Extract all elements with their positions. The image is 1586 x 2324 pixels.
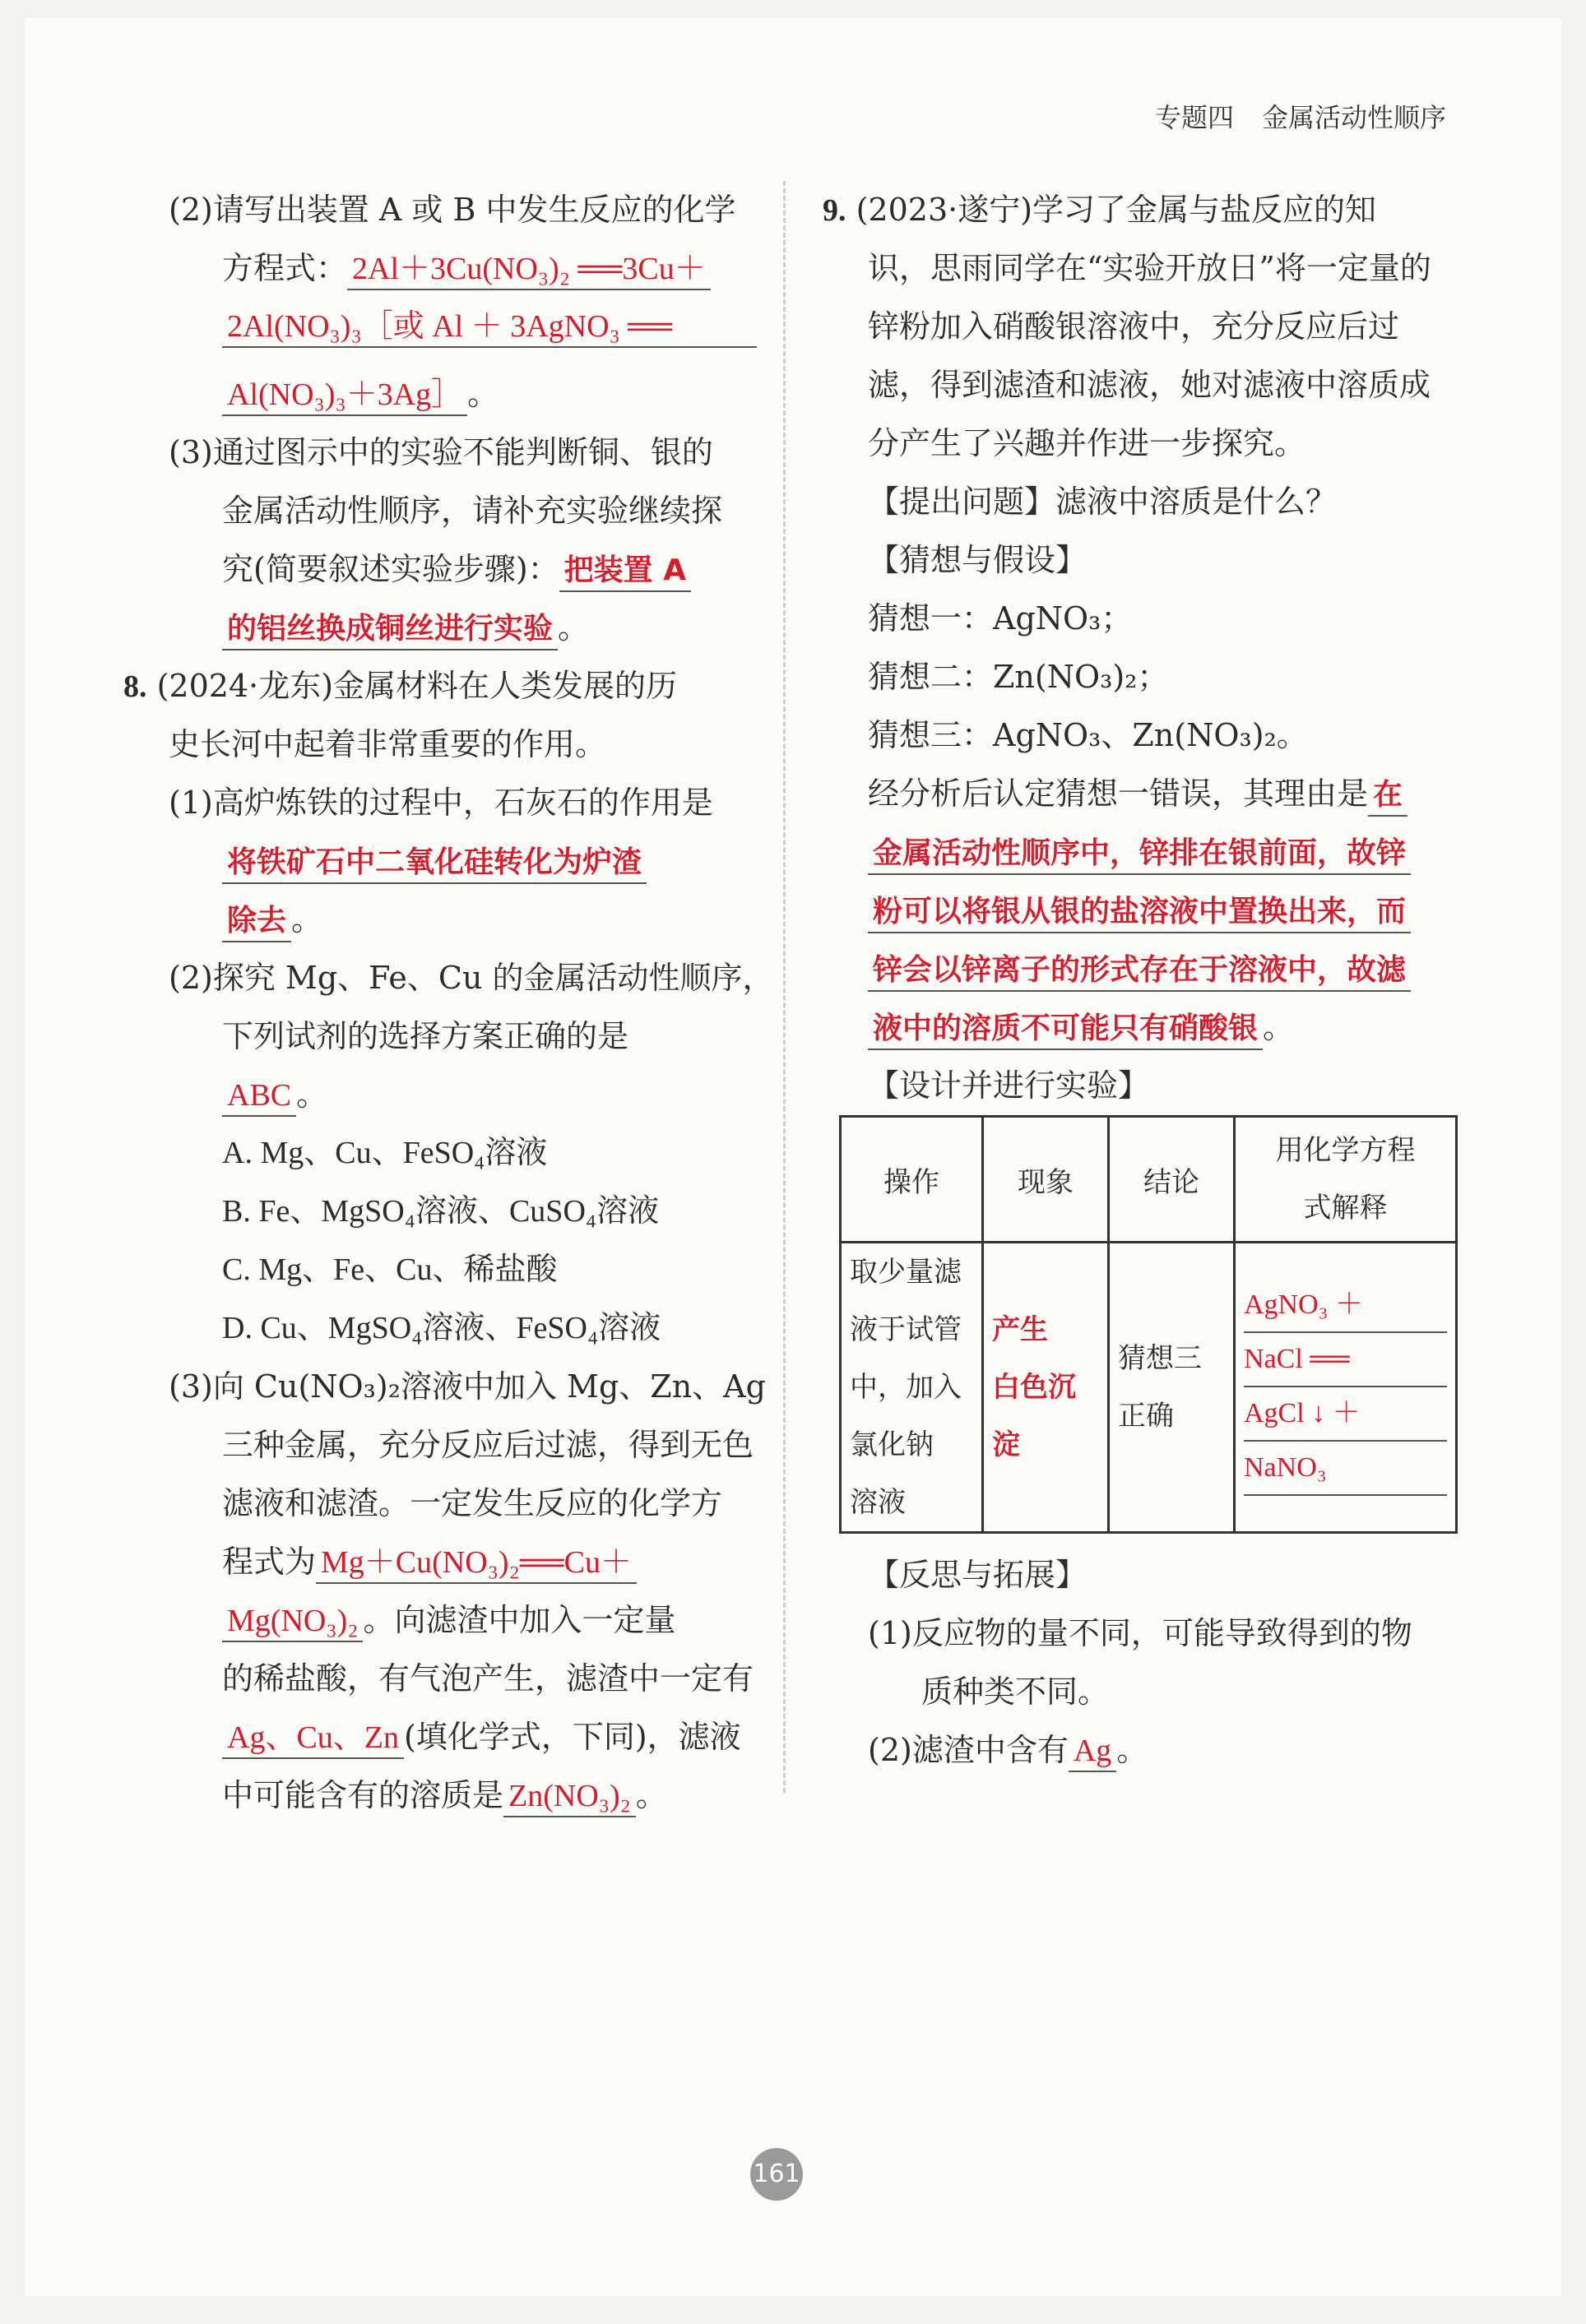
q8-3-text: (3)向 Cu(NO₃)₂溶液中加入 Mg、Zn、Ag <box>169 1368 766 1405</box>
q8-text: 8. (2024·龙东)金属材料在人类发展的历 <box>123 668 678 704</box>
q8-option-a: A. Mg、Cu、FeSO₄溶液 <box>222 1136 548 1170</box>
header-unit: 专题四 <box>1154 102 1234 133</box>
section-reflect: 【反思与拓展】 <box>868 1557 1087 1593</box>
hypothesis-2: 猜想二：Zn(NO₃)₂； <box>868 659 1169 695</box>
q8-1-answer-1: 将铁矿石中二氧化硅转化为炉渣 <box>222 843 647 884</box>
q9-number: 9. <box>823 193 846 228</box>
q8-1-text: (1)高炉炼铁的过程中，石灰石的作用是 <box>169 785 713 821</box>
left-column: (2)请写出装置 A 或 B 中发生反应的化学 方程式： 2Al＋3Cu(NO₃)₂ ══3Cu＋ 2Al(NO₃)₃［或 Al ＋ 3AgNO₃ ══ Al(NO₃)₃＋3Ag］ 。 (3)通过图示中的实验不能判断铜、银的 金属活动性顺序，请补充实验继续探 究(简要叙述实验步骤)： 把装置 A 的铝丝换成铜丝进行实验 。 8. (2024·龙东)金属材料在人类发展的历 史长河中起着非常重要的作用。 (1)高炉炼铁的过程中，石灰石的作用是 将铁矿石中二氧化硅转化为炉渣 除去 。 (2)探究 Mg、Fe、Cu 的金属活动性顺序， 下列试剂的选择方案正确的是 ABC 。 A. Mg、Cu、FeSO₄溶液 B. Fe、MgSO₄溶液、CuSO₄溶液 C. Mg、Fe、Cu、稀盐酸 D. Cu、MgSO₄溶液、FeSO₄溶液 (3)向 Cu(NO₃)₂溶液中加入 Mg、Zn、Ag 三种金属，充分反应后过滤，得到无色 滤液和滤渣。一定发生反应的化学方 程式为 Mg＋Cu(NO₃)₂══Cu＋ Mg(NO₃)₂ 。向滤渣中加入一定量 的稀盐酸，有气泡产生，滤渣中一定有 Ag、Cu、Zn (填化学式，下同)，滤液 中可能含有的溶质是 Zn(NO₃)₂ 。 <box>123 181 757 1825</box>
q7-2-answer-1: 2Al＋3Cu(NO₃)₂ ══3Cu＋ <box>347 249 711 290</box>
hypothesis-1: 猜想一：AgNO₃； <box>868 600 1133 637</box>
section-hypothesis: 【猜想与假设】 <box>868 542 1087 578</box>
cell-conclusion: 猜想三 正确 <box>1109 1243 1235 1533</box>
q7-3-answer-1: 把装置 A <box>559 551 691 592</box>
page-number: 161 <box>750 2148 803 2201</box>
q8-option-b: B. Fe、MgSO₄溶液、CuSO₄溶液 <box>222 1194 660 1229</box>
header-conclusion: 结论 <box>1109 1117 1235 1243</box>
header-equation: 用化学方程 式解释 <box>1235 1117 1457 1243</box>
q8-3-answer-4: Zn(NO₃)₂ <box>503 1776 636 1817</box>
q8-2-answer: ABC <box>222 1076 296 1117</box>
reason-answer-3: 粉可以将银从银的盐溶液中置换出来，而 <box>868 892 1411 933</box>
table-row <box>841 1243 1457 1533</box>
header-title: 金属活动性顺序 <box>1261 102 1446 133</box>
header-phenomenon: 现象 <box>983 1117 1109 1243</box>
reason-answer-1: 在 <box>1368 775 1407 817</box>
reflection-section: 【反思与拓展】 (1)反应物的量不同，可能导致得到的物 质种类不同。 (2)滤渣中含有 Ag 。 <box>823 1546 1454 1780</box>
cell-equation: AgNO₃ ＋ NaCl ══ AgCl ↓ ＋ NaNO₃ <box>1235 1243 1457 1533</box>
section-problem: 【提出问题】滤液中溶质是什么？ <box>868 484 1338 520</box>
q7-3-text: (3)通过图示中的实验不能判断铜、银的 <box>169 434 713 470</box>
header-operation: 操作 <box>841 1117 983 1243</box>
q7-3-answer-2: 的铝丝换成铜丝进行实验 <box>222 609 558 650</box>
q8-option-d: D. Cu、MgSO₄溶液、FeSO₄溶液 <box>222 1311 661 1345</box>
q7-2-text: (2)请写出装置 A 或 B 中发生反应的化学 <box>169 192 736 228</box>
section-design: 【设计并进行实验】 <box>868 1067 1150 1104</box>
table-header-row <box>841 1117 1457 1243</box>
q7-2-answer-3: Al(NO₃)₃＋3Ag］ <box>222 375 467 416</box>
cell-operation: 取少量滤 液于试管 中，加入 氯化钠 溶液 <box>841 1243 983 1533</box>
right-column: 9. (2023·遂宁)学习了金属与盐反应的知 识，思雨同学在“实验开放日”将一定量的 锌粉加入硝酸银溶液中，充分反应后过 滤，得到滤渣和滤液，她对滤液中溶质成 分产生了兴趣并作进一步探究。 【提出问题】滤液中溶质是什么？ 【猜想与假设】 猜想一：AgNO₃； 猜想二：Zn(NO₃)₂； 猜想三：AgNO₃、Zn(NO₃)₂。 经分析后认定猜想一错误，其理由是 在 金属活动性顺序中，锌排在银前面，故锌 粉可以将银从银的盐溶液中置换出来，而 锌会以锌离子的形式存在于溶液中，故滤 液中的溶质不可能只有硝酸银 。 【设计并进行实验】 <box>823 181 1454 1115</box>
q8-3-answer-3: Ag、Cu、Zn <box>222 1718 404 1759</box>
r2-answer: Ag <box>1069 1731 1116 1772</box>
q8-1-answer-2: 除去 <box>222 901 291 942</box>
q8-option-c: C. Mg、Fe、Cu、稀盐酸 <box>222 1252 558 1287</box>
q9-text: 9. (2023·遂宁)学习了金属与盐反应的知 <box>823 192 1377 228</box>
experiment-table <box>839 1115 1458 1534</box>
column-divider <box>783 181 786 1793</box>
reason-answer-5: 液中的溶质不可能只有硝酸银 <box>868 1009 1263 1050</box>
q8-3-answer-1: Mg＋Cu(NO₃)₂══Cu＋ <box>316 1543 637 1584</box>
cell-phenomenon: 产生 白色沉 淀 <box>983 1243 1109 1533</box>
running-header <box>1155 97 1446 135</box>
q8-number: 8. <box>123 669 147 704</box>
q7-2-line: 方程式： 2Al＋3Cu(NO₃)₂ ══3Cu＋ <box>123 239 757 298</box>
reason-answer-4: 锌会以锌离子的形式存在于溶液中，故滤 <box>868 951 1411 992</box>
q8-3-answer-2: Mg(NO₃)₂ <box>222 1601 363 1642</box>
q8-2-text: (2)探究 Mg、Fe、Cu 的金属活动性顺序， <box>169 960 774 996</box>
q7-2-answer-2: 2Al(NO₃)₃［或 Al ＋ 3AgNO₃ ══ <box>222 307 757 348</box>
hypothesis-3: 猜想三：AgNO₃、Zn(NO₃)₂。 <box>868 717 1308 753</box>
reason-answer-2: 金属活动性顺序中，锌排在银前面，故锌 <box>868 834 1411 875</box>
